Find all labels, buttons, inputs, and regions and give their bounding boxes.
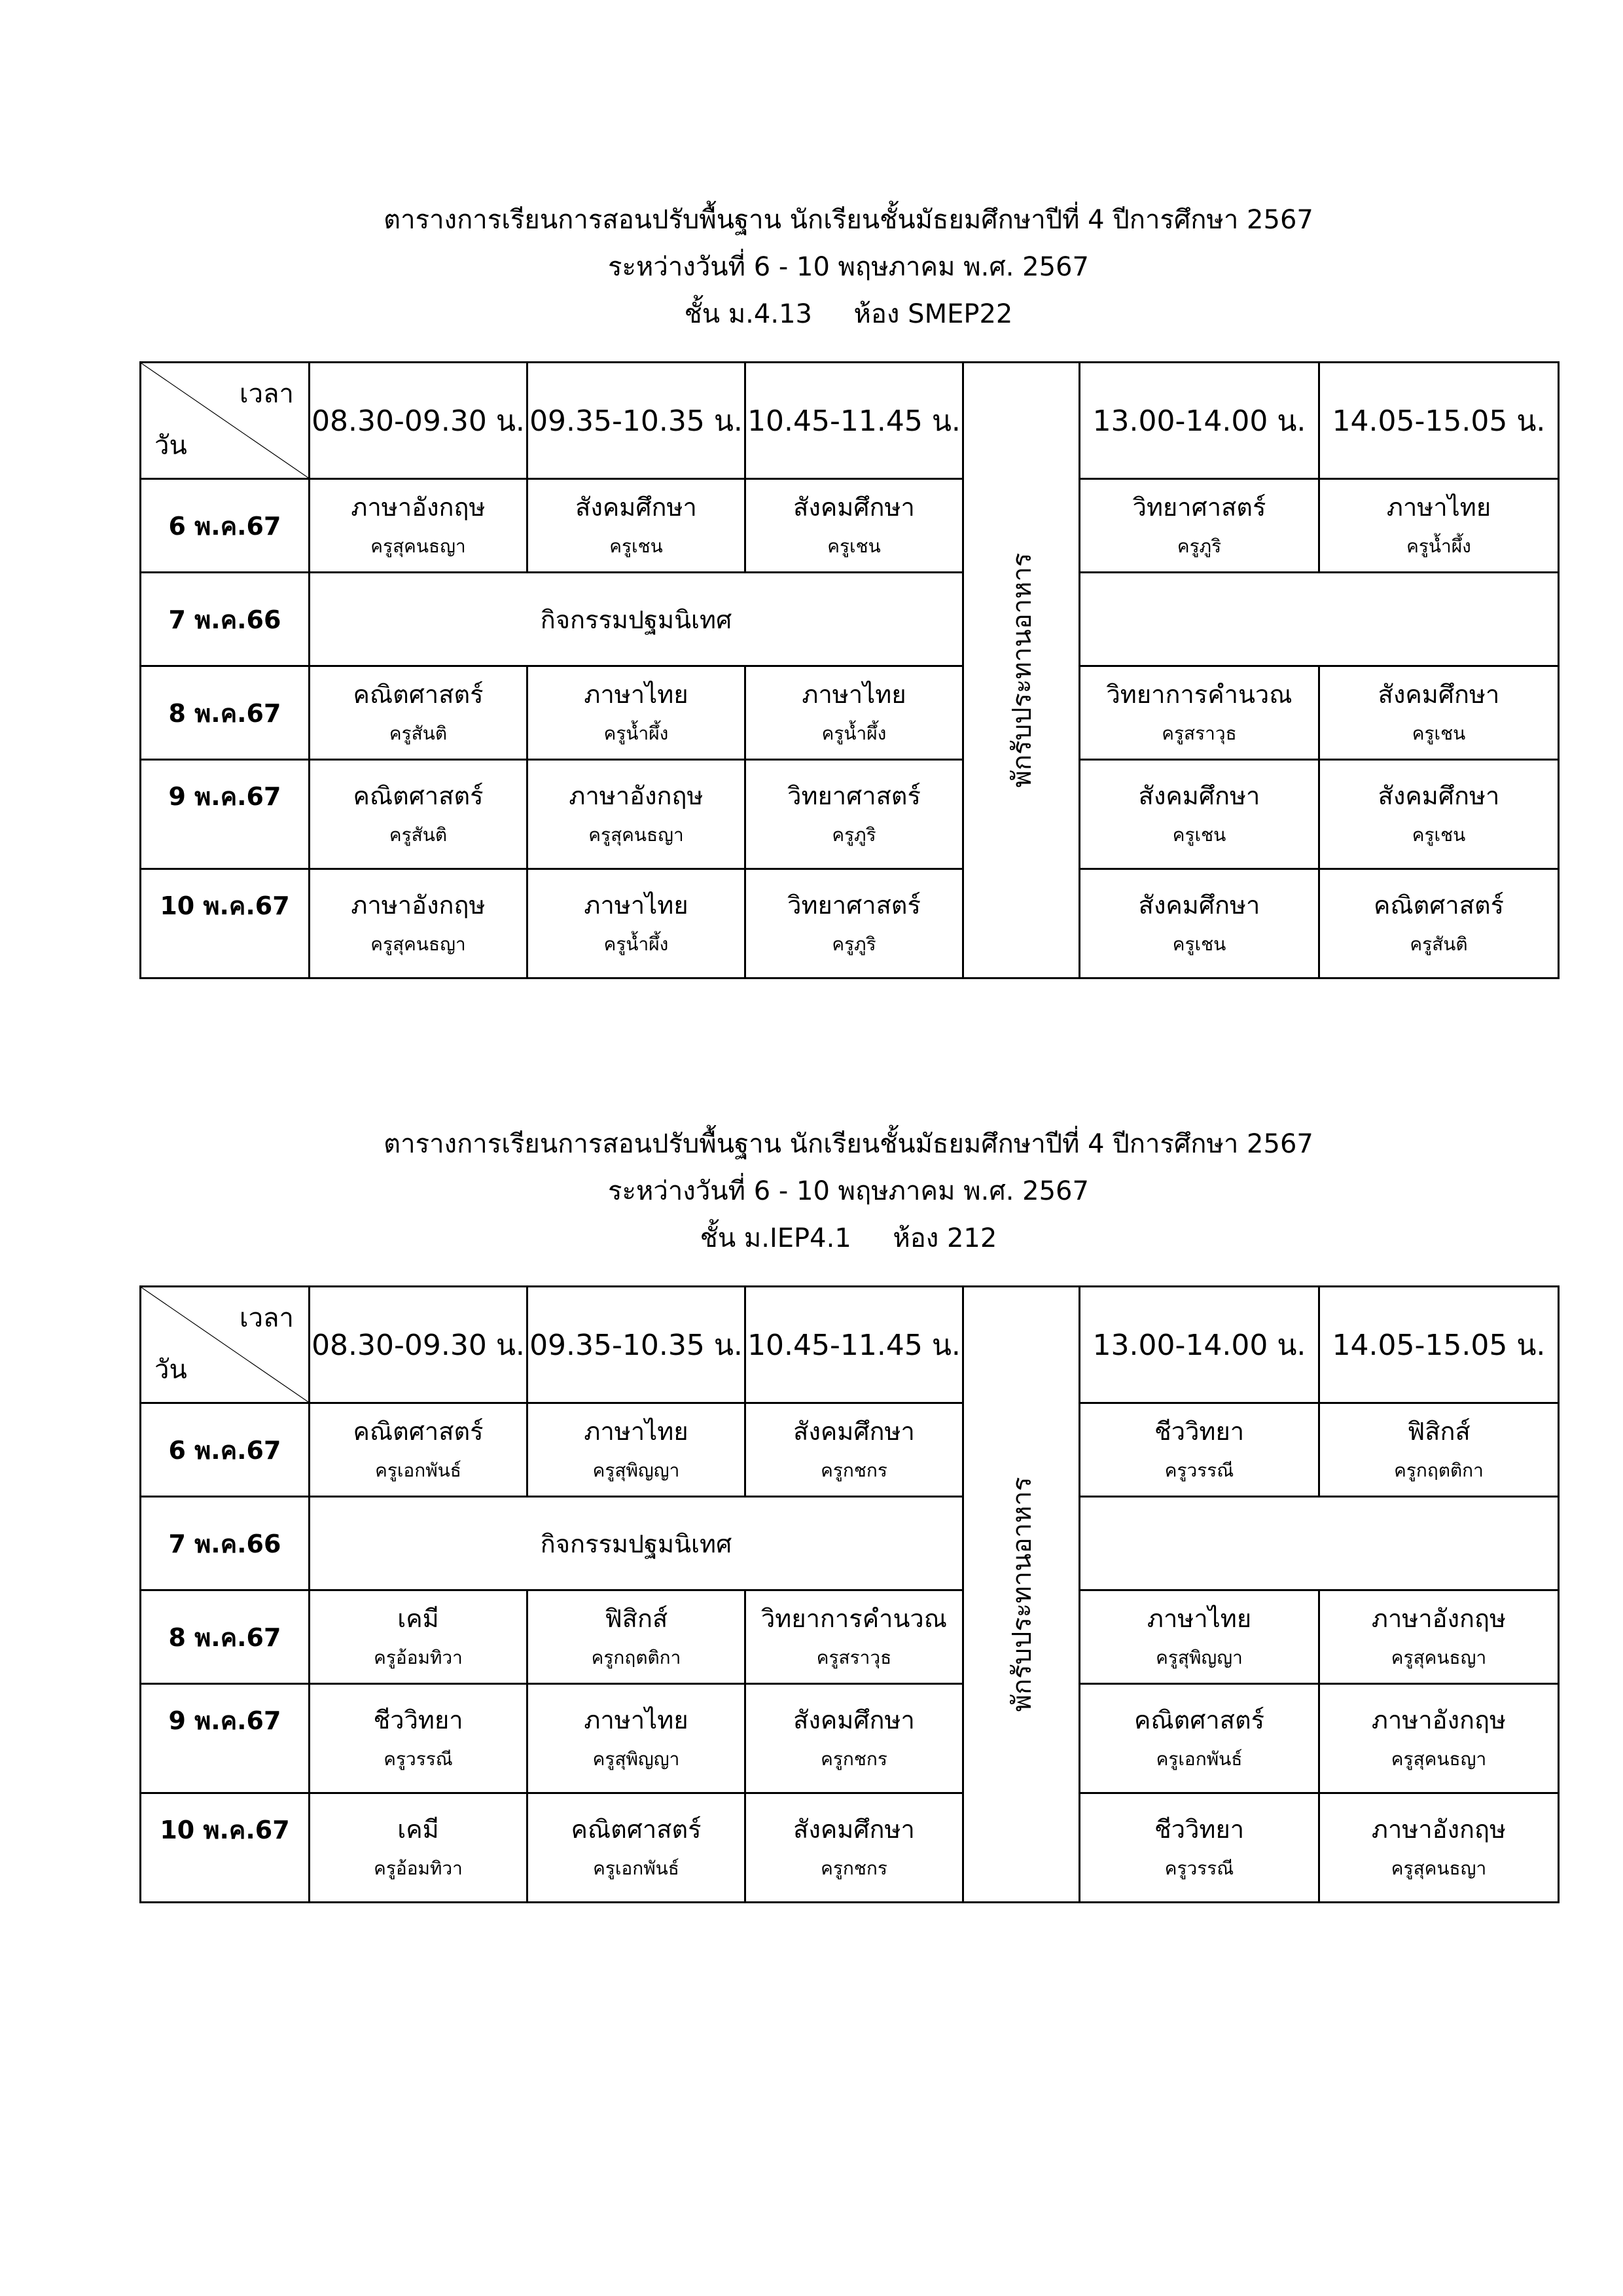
day-cell: 10 พ.ค.67: [141, 1793, 310, 1903]
teacher: ครูวรรณี: [1164, 1460, 1234, 1481]
subject: สังคมศึกษา: [1138, 891, 1260, 920]
class-cell: [745, 666, 963, 760]
teacher: ครูวรรณี: [383, 1748, 453, 1770]
day-cell: 6 พ.ค.67: [141, 479, 310, 573]
class-cell: [1319, 1403, 1559, 1497]
subject: วิทยาศาสตร์: [787, 781, 921, 810]
day-cell: 8 พ.ค.67: [141, 1590, 310, 1684]
corner-day-label: วัน: [154, 1355, 187, 1385]
period-header: 14.05-15.05 น.: [1319, 363, 1559, 479]
class-cell: [1319, 479, 1559, 573]
table-row: [141, 1403, 1559, 1497]
schedule-title: ตารางการเรียนการสอนปรับพื้นฐาน นักเรียนชั้นมัธยมศึกษาปีที่ 4 ปีการศึกษา 2567: [383, 1129, 1313, 1159]
subject: วิทยาศาสตร์: [787, 891, 921, 920]
table-row: [141, 666, 1559, 760]
subject: ภาษาไทย: [802, 680, 906, 709]
teacher: ครูสุคนธญา: [588, 824, 684, 846]
class-cell: [745, 760, 963, 869]
subject: สังคมศึกษา: [575, 493, 697, 522]
teacher: ครูเชน: [827, 535, 881, 557]
subject: วิทยาการคำนวณ: [1106, 680, 1293, 709]
teacher: ครูสุคนธญา: [1391, 1748, 1487, 1770]
corner-day-label: วัน: [154, 431, 187, 461]
subject: ฟิสิกส์: [1407, 1417, 1471, 1446]
teacher: ครูกชกร: [821, 1460, 887, 1481]
teacher: ครูสุพิญญา: [1156, 1647, 1243, 1668]
class-cell: [527, 479, 745, 573]
class-cell: [745, 1793, 963, 1903]
class-cell: [745, 479, 963, 573]
class-cell: [527, 1590, 745, 1684]
corner-time-label: เวลา: [239, 1303, 294, 1333]
lunch-break-label: พักรับประทานอาหาร: [1007, 552, 1037, 788]
class-cell: [745, 869, 963, 978]
teacher: ครูวรรณี: [1164, 1857, 1234, 1879]
class-cell: [527, 1793, 745, 1903]
class-cell: [1319, 666, 1559, 760]
teacher: ครูน้ำผึ้ง: [821, 723, 887, 744]
class-cell: [310, 1403, 527, 1497]
subject: ฟิสิกส์: [604, 1604, 668, 1633]
teacher: ครูอ้อมทิวา: [374, 1647, 463, 1668]
schedule-class: ชั้น ม.4.13 ห้อง SMEP22: [684, 299, 1013, 329]
subject: คณิตศาสตร์: [1373, 891, 1505, 920]
day-cell: 6 พ.ค.67: [141, 1403, 310, 1497]
teacher: ครูสราวุธ: [816, 1647, 892, 1668]
class-cell: [310, 479, 527, 573]
teacher: ครูเชน: [609, 535, 663, 557]
lunch-break-cell: [963, 363, 1080, 978]
table-row: [141, 573, 1559, 666]
subject: สังคมศึกษา: [1138, 781, 1260, 810]
subject: วิทยาศาสตร์: [1132, 493, 1266, 522]
subject: เคมี: [397, 1815, 439, 1844]
subject: คณิตศาสตร์: [1133, 1706, 1265, 1734]
teacher: ครูเอกพันธ์: [1156, 1748, 1243, 1770]
subject: ภาษาไทย: [584, 680, 688, 709]
class-cell: [527, 760, 745, 869]
subject: ภาษาอังกฤษ: [351, 891, 486, 920]
teacher: ครูเชน: [1172, 933, 1226, 955]
class-cell: [310, 1590, 527, 1684]
class-cell: [1080, 1793, 1319, 1903]
table-row: [141, 760, 1559, 869]
class-cell: [527, 1403, 745, 1497]
table-row: [141, 479, 1559, 573]
table-row: [141, 1497, 1559, 1590]
subject: สังคมศึกษา: [793, 1815, 915, 1844]
teacher: ครูสันติ: [1410, 933, 1468, 955]
class-cell: [1319, 1684, 1559, 1793]
teacher: ครูสุคนธญา: [1391, 1647, 1487, 1668]
lunch-break-cell: [963, 1287, 1080, 1903]
class-cell: [1080, 666, 1319, 760]
class-cell: [745, 1590, 963, 1684]
teacher: ครูน้ำผึ้ง: [603, 933, 669, 955]
day-cell: 7 พ.ค.66: [141, 573, 310, 666]
subject: ภาษาไทย: [584, 891, 688, 920]
teacher: ครูภูริ: [1177, 535, 1222, 557]
header-row: [141, 363, 1559, 479]
teacher: ครูเชน: [1172, 824, 1226, 846]
subject: ภาษาอังกฤษ: [569, 781, 704, 810]
teacher: ครูเอกพันธ์: [593, 1857, 679, 1879]
class-cell: [1080, 869, 1319, 978]
subject: สังคมศึกษา: [793, 1417, 915, 1446]
table-row: [141, 1684, 1559, 1793]
period-header: 08.30-09.30 น.: [310, 1287, 527, 1403]
teacher: ครูสราวุธ: [1162, 723, 1237, 744]
teacher: ครูสุพิญญา: [592, 1748, 680, 1770]
table-row: [141, 869, 1559, 978]
subject: สังคมศึกษา: [793, 493, 915, 522]
subject: คณิตศาสตร์: [353, 781, 484, 810]
class-cell: [1080, 1403, 1319, 1497]
class-cell: [1080, 479, 1319, 573]
teacher: ครูกชกร: [821, 1748, 887, 1770]
class-cell: [1319, 1590, 1559, 1684]
schedule-title: ตารางการเรียนการสอนปรับพื้นฐาน นักเรียนชั้นมัธยมศึกษาปีที่ 4 ปีการศึกษา 2567: [383, 205, 1313, 235]
schedule-block-2: [139, 1121, 1558, 1879]
header-row: [141, 1287, 1559, 1403]
subject: ภาษาไทย: [1386, 493, 1491, 522]
class-cell: [310, 666, 527, 760]
period-header: 09.35-10.35 น.: [527, 1287, 745, 1403]
class-cell: [527, 1684, 745, 1793]
teacher: ครูภูริ: [832, 824, 876, 846]
class-cell: [310, 1793, 527, 1903]
subject: ภาษาไทย: [584, 1417, 688, 1446]
subject: คณิตศาสตร์: [353, 1417, 484, 1446]
day-cell: 9 พ.ค.67: [141, 1684, 310, 1793]
subject: ชีววิทยา: [373, 1706, 463, 1734]
class-cell: [310, 1684, 527, 1793]
subject: วิทยาการคำนวณ: [760, 1604, 948, 1633]
class-cell: [527, 869, 745, 978]
subject: ภาษาอังกฤษ: [1371, 1706, 1507, 1734]
schedule-table: [139, 361, 1560, 979]
period-header: 14.05-15.05 น.: [1319, 1287, 1559, 1403]
class-cell: [745, 1403, 963, 1497]
teacher: ครูสันติ: [389, 723, 448, 744]
corner-time-label: เวลา: [239, 379, 294, 409]
period-header: 09.35-10.35 น.: [527, 363, 745, 479]
corner-cell: [141, 363, 310, 479]
teacher: ครูสุคนธญา: [370, 933, 466, 955]
subject: ภาษาอังกฤษ: [1371, 1604, 1507, 1633]
table-row: [141, 1590, 1559, 1684]
day-cell: 9 พ.ค.67: [141, 760, 310, 869]
empty-afternoon-cell: [1080, 1497, 1559, 1590]
period-header: 10.45-11.45 น.: [745, 1287, 963, 1403]
period-header: 10.45-11.45 น.: [745, 363, 963, 479]
table-row: [141, 1793, 1559, 1903]
schedule-dates: ระหว่างวันที่ 6 - 10 พฤษภาคม พ.ศ. 2567: [608, 1176, 1089, 1206]
teacher: ครูกชกร: [821, 1857, 887, 1879]
schedule-dates: ระหว่างวันที่ 6 - 10 พฤษภาคม พ.ศ. 2567: [608, 252, 1089, 282]
subject: ภาษาไทย: [584, 1706, 688, 1734]
subject: ชีววิทยา: [1154, 1417, 1245, 1446]
teacher: ครูกฤตติกา: [1394, 1460, 1484, 1481]
schedule-block-1: [139, 196, 1558, 955]
corner-cell: [141, 1287, 310, 1403]
day-cell: 8 พ.ค.67: [141, 666, 310, 760]
class-cell: [1080, 760, 1319, 869]
class-cell: [1319, 869, 1559, 978]
subject: ชีววิทยา: [1154, 1815, 1245, 1844]
period-header: 13.00-14.00 น.: [1080, 363, 1319, 479]
subject: สังคมศึกษา: [793, 1706, 915, 1734]
teacher: ครูภูริ: [832, 933, 876, 955]
day-cell: 10 พ.ค.67: [141, 869, 310, 978]
teacher: ครูเอกพันธ์: [375, 1460, 461, 1481]
teacher: ครูอ้อมทิวา: [374, 1857, 463, 1879]
class-cell: [1080, 1590, 1319, 1684]
teacher: ครูเชน: [1412, 723, 1466, 744]
teacher: ครูสุคนธญา: [1391, 1857, 1487, 1879]
subject: ภาษาไทย: [1147, 1604, 1252, 1633]
teacher: ครูสุคนธญา: [370, 535, 466, 557]
class-cell: [310, 869, 527, 978]
subject: ภาษาอังกฤษ: [1371, 1815, 1507, 1844]
subject: เคมี: [397, 1604, 439, 1633]
teacher: ครูเชน: [1412, 824, 1466, 846]
class-cell: [1319, 760, 1559, 869]
subject: คณิตศาสตร์: [353, 680, 484, 709]
subject: คณิตศาสตร์: [571, 1815, 702, 1844]
teacher: ครูน้ำผึ้ง: [1406, 535, 1471, 557]
class-cell: [1080, 1684, 1319, 1793]
teacher: ครูสันติ: [389, 824, 448, 846]
period-header: 13.00-14.00 น.: [1080, 1287, 1319, 1403]
day-cell: 7 พ.ค.66: [141, 1497, 310, 1590]
subject: ภาษาอังกฤษ: [351, 493, 486, 522]
class-cell: [1319, 1793, 1559, 1903]
orientation-activity-cell: กิจกรรมปฐมนิเทศ: [310, 1497, 963, 1590]
period-header: 08.30-09.30 น.: [310, 363, 527, 479]
orientation-activity-cell: กิจกรรมปฐมนิเทศ: [310, 573, 963, 666]
subject: สังคมศึกษา: [1378, 781, 1500, 810]
empty-afternoon-cell: [1080, 573, 1559, 666]
teacher: ครูสุพิญญา: [592, 1460, 680, 1481]
class-cell: [745, 1684, 963, 1793]
teacher: ครูกฤตติกา: [591, 1647, 681, 1668]
subject: สังคมศึกษา: [1378, 680, 1500, 709]
class-cell: [527, 666, 745, 760]
schedule-table: [139, 1285, 1560, 1903]
schedule-class: ชั้น ม.IEP4.1 ห้อง 212: [700, 1223, 997, 1253]
lunch-break-label: พักรับประทานอาหาร: [1007, 1477, 1037, 1712]
class-cell: [310, 760, 527, 869]
teacher: ครูน้ำผึ้ง: [603, 723, 669, 744]
